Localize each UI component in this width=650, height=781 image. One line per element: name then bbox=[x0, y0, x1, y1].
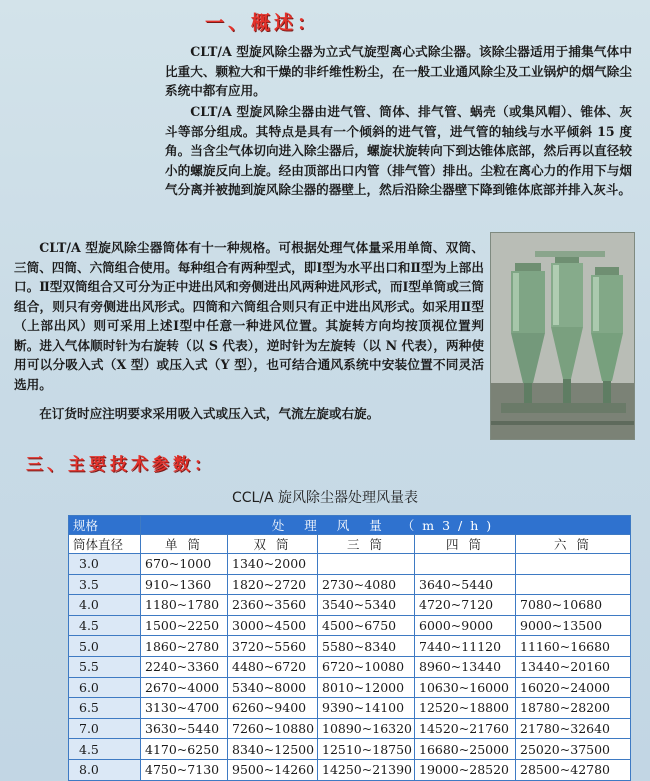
airflow-cell: 3540~5340 bbox=[318, 595, 415, 616]
airflow-cell: 3720~5560 bbox=[228, 636, 318, 657]
header-spec: 规格 bbox=[69, 516, 141, 535]
diameter-cell: 8.0 bbox=[69, 759, 141, 780]
airflow-capacity-table bbox=[68, 515, 631, 781]
airflow-cell bbox=[516, 554, 631, 575]
table-row bbox=[69, 677, 631, 698]
table-row bbox=[69, 636, 631, 657]
airflow-cell bbox=[415, 554, 516, 575]
airflow-cell: 7080~10680 bbox=[516, 595, 631, 616]
diameter-cell: 4.5 bbox=[69, 739, 141, 760]
airflow-cell: 1500~2250 bbox=[141, 615, 228, 636]
overview-paragraph-2: CLT/A 型旋风除尘器由进气管、筒体、排气管、蜗壳（或集风帽）、锥体、灰斗等部分组成。其特点是具有一个倾斜的进气管，进气管的轴线与水平倾斜 15 度角。当含尘气体切向进入除尘器后，螺旋状旋转向下到达锥体底部，然后再以直径较小的螺旋反向上旋。经由顶部出口内管（排气管）排出。尘粒在离心力的作用下与烟气分离并被抛到旋风除尘器的器壁上，然后沿除尘器壁下降到锥体底部并排入灰斗。 bbox=[165, 104, 632, 197]
airflow-cell: 8340~12500 bbox=[228, 739, 318, 760]
table-row bbox=[69, 554, 631, 575]
airflow-cell: 3640~5440 bbox=[415, 574, 516, 595]
airflow-cell: 14250~21390 bbox=[318, 759, 415, 780]
airflow-cell: 4720~7120 bbox=[415, 595, 516, 616]
airflow-cell: 3630~5440 bbox=[141, 718, 228, 739]
airflow-cell: 670~1000 bbox=[141, 554, 228, 575]
airflow-cell: 6260~9400 bbox=[228, 698, 318, 719]
airflow-cell: 28500~42780 bbox=[516, 759, 631, 780]
airflow-cell: 9390~14100 bbox=[318, 698, 415, 719]
airflow-cell bbox=[516, 574, 631, 595]
table-row bbox=[69, 698, 631, 719]
table-row bbox=[69, 615, 631, 636]
diameter-cell: 7.0 bbox=[69, 718, 141, 739]
airflow-cell: 910~1360 bbox=[141, 574, 228, 595]
diameter-cell: 6.5 bbox=[69, 698, 141, 719]
airflow-cell: 8010~12000 bbox=[318, 677, 415, 698]
overview-paragraph-1: CLT/A 型旋风除尘器为立式气旋型离心式除尘器。该除尘器适用于捕集气体中比重大、颗粒大和干燥的非纤维性粉尘，在一般工业通风除尘及工业锅炉的烟气除尘系统中都有应用。 bbox=[165, 44, 632, 98]
overview-paragraph-4: 在订货时应注明要求采用吸入式或压入式，气流左旋或右旋。 bbox=[39, 406, 380, 421]
header-airflow: 处 理 风 量 （m3/h) bbox=[141, 516, 631, 535]
airflow-cell: 1340~2000 bbox=[228, 554, 318, 575]
airflow-cell: 18780~28200 bbox=[516, 698, 631, 719]
airflow-cell: 8960~13440 bbox=[415, 656, 516, 677]
airflow-cell: 11160~16680 bbox=[516, 636, 631, 657]
airflow-cell: 7260~10880 bbox=[228, 718, 318, 739]
airflow-cell: 25020~37500 bbox=[516, 739, 631, 760]
table-row bbox=[69, 595, 631, 616]
airflow-cell: 4750~7130 bbox=[141, 759, 228, 780]
table-row bbox=[69, 574, 631, 595]
header-quad-cylinder: 四 筒 bbox=[415, 535, 516, 554]
diameter-cell: 6.0 bbox=[69, 677, 141, 698]
airflow-cell: 10890~16320 bbox=[318, 718, 415, 739]
table-title: CCL/A 旋风除尘器处理风量表 bbox=[231, 490, 419, 506]
airflow-cell: 7440~11120 bbox=[415, 636, 516, 657]
airflow-cell: 5580~8340 bbox=[318, 636, 415, 657]
section-heading-technical-parameters: 三、主要技术参数： bbox=[26, 455, 215, 475]
header-diameter: 筒体直径 bbox=[69, 535, 141, 554]
airflow-cell: 3130~4700 bbox=[141, 698, 228, 719]
diameter-cell: 4.5 bbox=[69, 615, 141, 636]
airflow-cell: 12520~18800 bbox=[415, 698, 516, 719]
airflow-cell: 4480~6720 bbox=[228, 656, 318, 677]
table-header-row-2 bbox=[69, 535, 631, 554]
header-double-cylinder: 双 筒 bbox=[228, 535, 318, 554]
airflow-cell: 16680~25000 bbox=[415, 739, 516, 760]
airflow-cell: 6720~10080 bbox=[318, 656, 415, 677]
overview-paragraph-3: CLT/A 型旋风除尘器筒体有十一种规格。可根据处理气体量采用单筒、双筒、三筒、四筒、六筒组合使用。每种组合有两种型式，即Ⅰ型为水平出口和Ⅱ型为上部出口。Ⅱ型双筒组合又可分为正中进出风和旁侧进出风两种进风形式，而Ⅰ型单筒或三筒组合，则只有旁侧进出风形式。四筒和六筒组合则只有正中进出风形式。如采用Ⅱ型（上部出风）则可采用上述Ⅰ型中任意一种进风位置。其旋转方向均按顶视位置判断。进入气体顺时针为右旋转（以 S 代表），逆时针为左旋转（以 N 代表），两种使用可以分吸入式（X 型）或压入式（Y 型），也可结合通风系统中安装位置不同灵活选用。 bbox=[14, 240, 484, 392]
airflow-cell: 19000~28520 bbox=[415, 759, 516, 780]
airflow-cell: 5340~8000 bbox=[228, 677, 318, 698]
airflow-cell: 9500~14260 bbox=[228, 759, 318, 780]
airflow-cell: 9000~13500 bbox=[516, 615, 631, 636]
diameter-cell: 5.5 bbox=[69, 656, 141, 677]
table-row bbox=[69, 718, 631, 739]
airflow-cell: 2240~3360 bbox=[141, 656, 228, 677]
airflow-cell: 6000~9000 bbox=[415, 615, 516, 636]
airflow-cell: 4500~6750 bbox=[318, 615, 415, 636]
airflow-cell: 2360~3560 bbox=[228, 595, 318, 616]
header-six-cylinder: 六 筒 bbox=[516, 535, 631, 554]
table-row bbox=[69, 656, 631, 677]
diameter-cell: 4.0 bbox=[69, 595, 141, 616]
diameter-cell: 5.0 bbox=[69, 636, 141, 657]
airflow-cell: 3000~4500 bbox=[228, 615, 318, 636]
airflow-cell: 2730~4080 bbox=[318, 574, 415, 595]
header-single-cylinder: 单 筒 bbox=[141, 535, 228, 554]
airflow-cell: 16020~24000 bbox=[516, 677, 631, 698]
airflow-cell: 14520~21760 bbox=[415, 718, 516, 739]
cyclone-dust-collector-photo bbox=[490, 232, 635, 440]
table-header-row-1 bbox=[69, 516, 631, 535]
airflow-cell bbox=[318, 554, 415, 575]
airflow-cell: 12510~18750 bbox=[318, 739, 415, 760]
table-row bbox=[69, 759, 631, 780]
airflow-cell: 21780~32640 bbox=[516, 718, 631, 739]
section-heading-overview: 一、概述： bbox=[205, 12, 321, 34]
header-triple-cylinder: 三 筒 bbox=[318, 535, 415, 554]
diameter-cell: 3.5 bbox=[69, 574, 141, 595]
airflow-cell: 13440~20160 bbox=[516, 656, 631, 677]
airflow-cell: 1180~1780 bbox=[141, 595, 228, 616]
airflow-cell: 4170~6250 bbox=[141, 739, 228, 760]
airflow-cell: 10630~16000 bbox=[415, 677, 516, 698]
airflow-cell: 1820~2720 bbox=[228, 574, 318, 595]
table-row bbox=[69, 739, 631, 760]
airflow-cell: 1860~2780 bbox=[141, 636, 228, 657]
cyclone-illustration bbox=[491, 233, 634, 439]
diameter-cell: 3.0 bbox=[69, 554, 141, 575]
airflow-cell: 2670~4000 bbox=[141, 677, 228, 698]
